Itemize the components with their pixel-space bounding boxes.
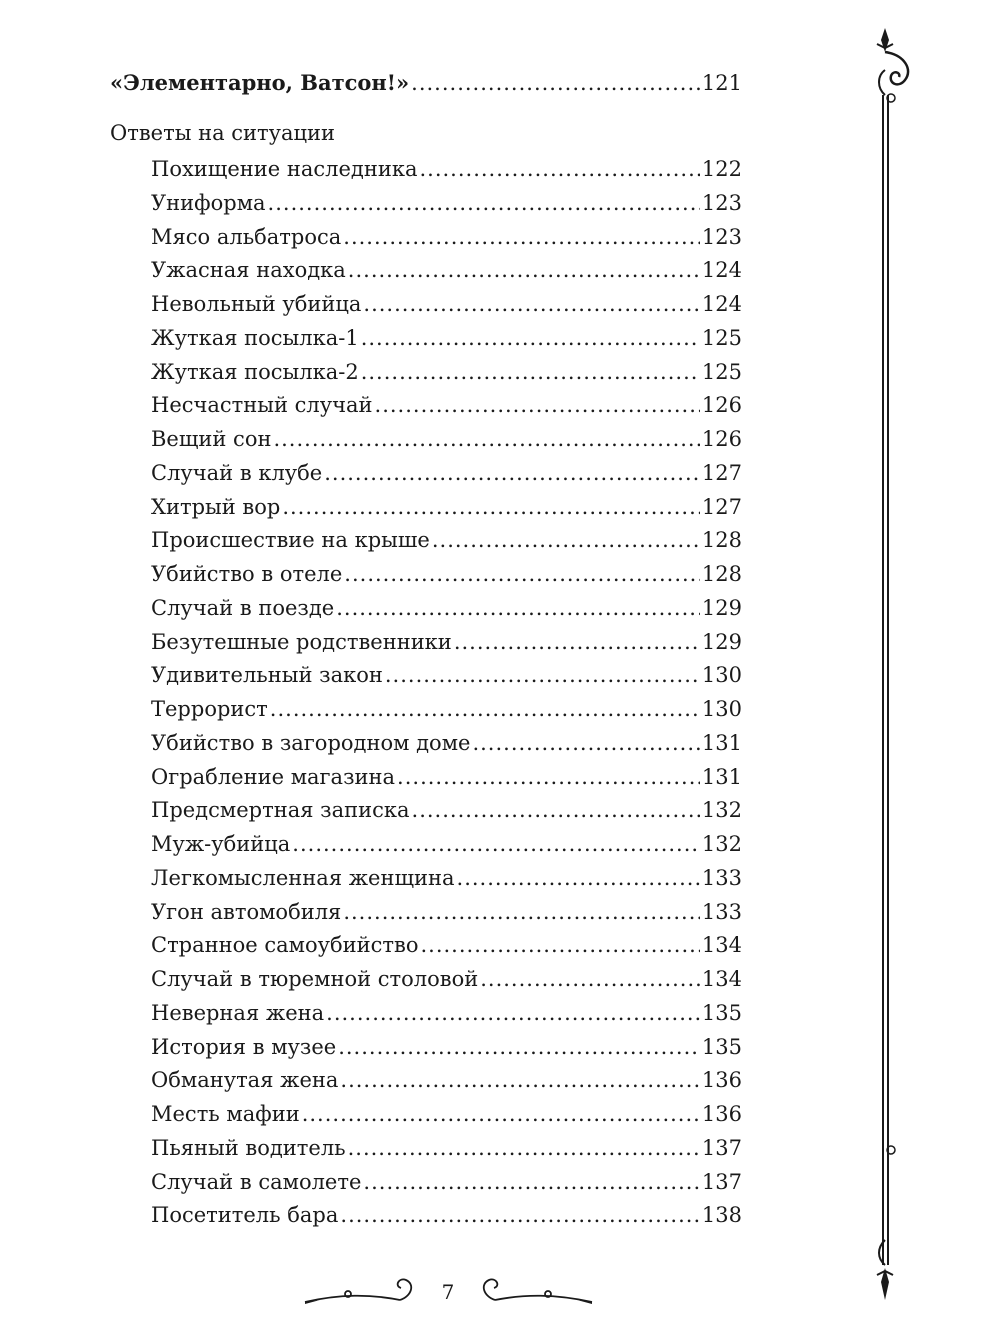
toc-entry-title: Убийство в отеле	[151, 562, 343, 586]
toc-entry-title: Мясо альбатроса	[151, 224, 342, 249]
toc-entry-page: 124	[701, 292, 742, 316]
toc-entry-title: Пьяный водитель	[151, 1135, 346, 1160]
scroll-footer-ornament	[300, 1272, 600, 1312]
toc-entry-page: 138	[701, 1203, 742, 1228]
toc-entry-title: Странное самоубийство	[151, 933, 419, 958]
toc-entry	[151, 560, 742, 588]
toc-entry-title: Похищение наследника	[151, 157, 418, 181]
toc-entry-page: 127	[701, 460, 742, 485]
toc-entry-page: 121	[701, 71, 742, 95]
toc-entry-page: 130	[701, 663, 742, 688]
toc-leader-dots	[348, 1134, 700, 1162]
toc-leader-dots	[420, 931, 699, 959]
toc-entry-title: Невольный убийца	[151, 292, 362, 316]
toc-entry-page: 133	[701, 899, 742, 924]
toc-leader-dots	[292, 830, 700, 858]
toc-entry-title: Ограбление магазина	[151, 764, 396, 789]
toc-entry-title: Жуткая посылка-2	[151, 359, 359, 384]
toc-entry	[151, 1134, 742, 1162]
toc-entry-page: 137	[701, 1169, 742, 1194]
toc-entry-page: 129	[701, 629, 742, 654]
toc-leader-dots	[324, 459, 700, 487]
toc-leader-dots	[273, 425, 699, 453]
toc-leader-dots	[326, 999, 700, 1027]
toc-entry-title: Униформа	[151, 190, 266, 215]
toc-leader-dots	[270, 695, 700, 723]
toc-entry	[151, 898, 742, 926]
toc-entry-title: Ужасная находка	[151, 258, 346, 283]
toc-leader-dots	[472, 729, 699, 757]
toc-entry	[151, 999, 742, 1027]
toc-leader-dots	[432, 526, 700, 554]
toc-entry-title: Случай в клубе	[151, 460, 323, 485]
toc-entry-page: 132	[701, 798, 742, 823]
toc-entry-page: 136	[701, 1068, 742, 1093]
toc-entry	[151, 763, 742, 791]
toc-entry-page: 127	[701, 494, 742, 519]
toc-leader-dots	[397, 763, 700, 791]
toc-entry-page: 123	[701, 224, 742, 249]
toc-leader-dots	[340, 1066, 700, 1094]
toc-entry	[151, 459, 742, 487]
toc-entry-page: 134	[701, 933, 742, 958]
toc-entry-page: 122	[701, 157, 742, 181]
toc-leader-dots	[348, 256, 700, 284]
scroll-vertical-border-ornament	[855, 0, 915, 1333]
toc-entry-title: История в музее	[151, 1034, 337, 1059]
toc-entry-page: 130	[701, 697, 742, 721]
toc-leader-dots	[361, 358, 700, 386]
toc-entry-title: Несчастный случай	[151, 393, 373, 418]
toc-leader-dots	[411, 69, 700, 97]
toc-leader-dots	[480, 965, 700, 993]
toc-entry	[151, 729, 742, 757]
toc-entry-title: Месть мафии	[151, 1102, 300, 1126]
toc-leader-dots	[302, 1100, 700, 1128]
toc-entry-title: Угон автомобиля	[151, 899, 342, 924]
toc-entry	[151, 594, 742, 622]
toc-leader-dots	[343, 898, 700, 926]
toc-entry-title: Случай в поезде	[151, 595, 335, 620]
toc-entry-page: 132	[701, 832, 742, 856]
toc-entry	[151, 1168, 742, 1196]
toc-entry-page: 123	[701, 190, 742, 215]
toc-entry-title: Безутешные родственники	[151, 629, 452, 654]
toc-entry	[151, 830, 742, 858]
toc-entry-page: 129	[701, 595, 742, 620]
toc-leader-dots	[375, 391, 700, 419]
toc-entry-title: Происшествие на крыше	[151, 528, 430, 553]
toc-entry	[151, 223, 742, 251]
toc-entry-page: 135	[701, 1034, 742, 1059]
toc-leader-dots	[419, 155, 699, 183]
toc-entry-page: 136	[701, 1102, 742, 1126]
toc-entry	[151, 189, 742, 217]
toc-entry-page: 134	[701, 967, 742, 991]
toc-entry	[151, 864, 742, 892]
toc-heading: Ответы на ситуации	[110, 121, 336, 145]
toc-entry-page: 128	[701, 528, 742, 553]
toc-entry	[151, 526, 742, 554]
toc-entry-title: Вещий сон	[151, 427, 272, 451]
toc-entry-title: Обманутая жена	[151, 1068, 339, 1093]
toc-entry	[151, 1100, 742, 1128]
toc-entry	[151, 1033, 742, 1061]
toc-entry	[151, 1201, 742, 1229]
toc-entry-title: Случай в тюремной столовой	[151, 967, 479, 991]
toc-entry	[151, 155, 742, 183]
toc-entry-title: Посетитель бара	[151, 1203, 339, 1228]
toc-entry-page: 126	[701, 427, 742, 451]
toc-entry	[151, 358, 742, 386]
toc-entry	[151, 965, 742, 993]
toc-leader-dots	[343, 223, 700, 251]
toc-entry-title: Хитрый вор	[151, 494, 281, 519]
toc-entry-title: Жуткая посылка-1	[151, 325, 359, 350]
toc-entry-page: 137	[701, 1135, 742, 1160]
toc-leader-dots	[336, 594, 700, 622]
toc-leader-dots	[412, 796, 700, 824]
toc-entry-title: Легкомысленная женщина	[151, 865, 455, 890]
toc-entry	[151, 1066, 742, 1094]
toc-leader-dots	[454, 628, 700, 656]
toc-entry-page: 131	[701, 764, 742, 789]
toc-entry-title: Муж-убийца	[151, 832, 291, 856]
toc-entry-title: Неверная жена	[151, 1000, 325, 1025]
toc-entry	[151, 391, 742, 419]
toc-leader-dots	[457, 864, 700, 892]
toc-entry	[151, 493, 742, 521]
page-number: 7	[441, 1280, 455, 1304]
toc-entry	[151, 256, 742, 284]
toc-entry-title: Террорист	[151, 697, 268, 721]
toc-entry	[151, 796, 742, 824]
toc-entry	[151, 661, 742, 689]
toc-entry-title: Убийство в загородном доме	[151, 730, 471, 755]
toc-entry	[151, 290, 742, 318]
toc-entry-page: 135	[701, 1000, 742, 1025]
toc-entry-page: 126	[701, 393, 742, 418]
toc-leader-dots	[344, 560, 700, 588]
toc-leader-dots	[340, 1201, 700, 1229]
toc-entry-main	[110, 69, 742, 97]
toc-entry-page: 124	[701, 258, 742, 283]
toc-entry-title: Случай в самолете	[151, 1169, 362, 1194]
toc-entry	[151, 628, 742, 656]
toc-entry	[151, 931, 742, 959]
toc-leader-dots	[361, 324, 700, 352]
toc-entry-page: 125	[701, 359, 742, 384]
toc-entry	[151, 695, 742, 723]
toc-entry-page: 131	[701, 730, 742, 755]
toc-entry-page: 128	[701, 562, 742, 586]
toc-leader-dots	[268, 189, 700, 217]
toc-leader-dots	[385, 661, 700, 689]
toc-entry-title: Удивительный закон	[151, 663, 383, 688]
toc-entry-page: 125	[701, 325, 742, 350]
toc-entry	[151, 324, 742, 352]
toc-entry-title: Предсмертная записка	[151, 798, 410, 823]
toc-leader-dots	[363, 1168, 699, 1196]
toc-entry-page: 133	[701, 865, 742, 890]
toc-leader-dots	[338, 1033, 700, 1061]
toc-entry	[151, 425, 742, 453]
toc-leader-dots	[363, 290, 700, 318]
toc-entry-title: «Элементарно, Ватсон!»	[110, 70, 410, 95]
toc-leader-dots	[282, 493, 700, 521]
